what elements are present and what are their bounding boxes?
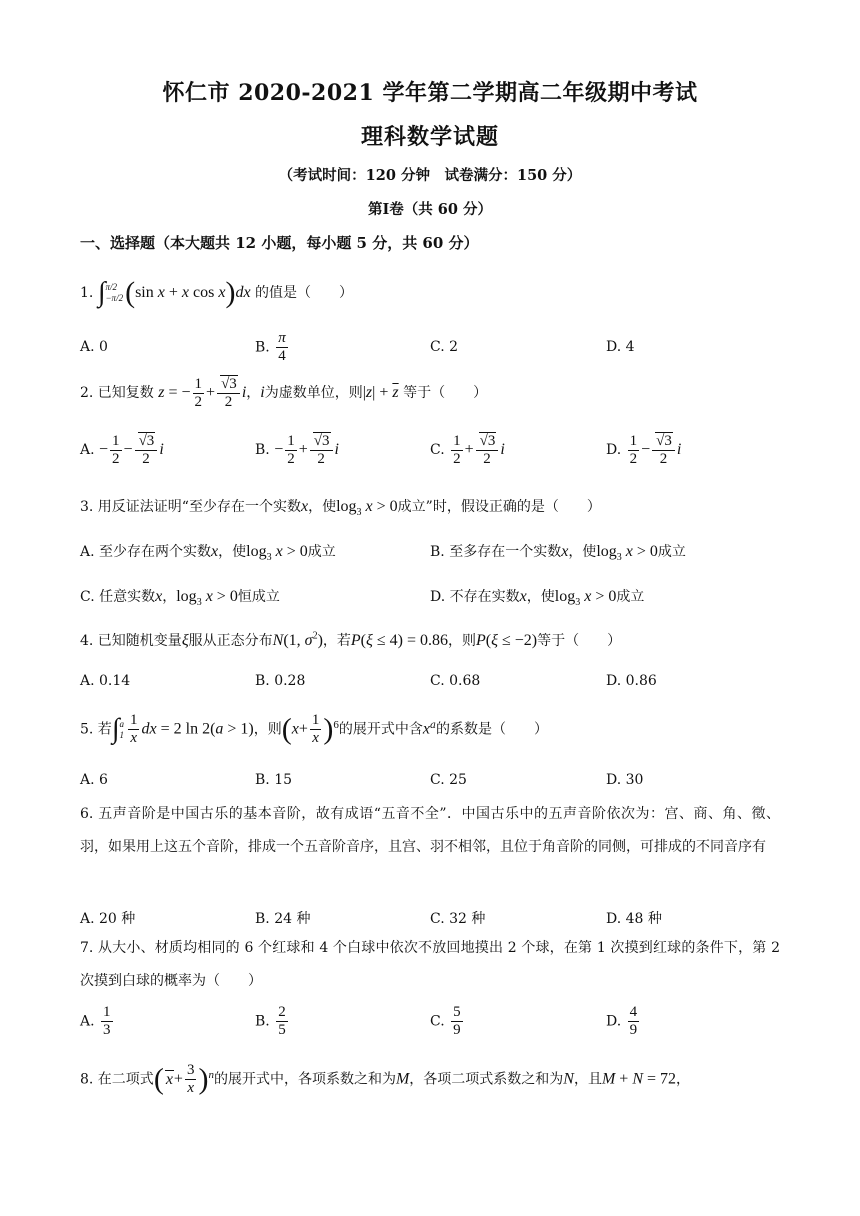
exam-subtitle: 理科数学试题 <box>360 124 499 150</box>
q5-option-c: C. 25 <box>430 772 467 788</box>
q5-option-d: D. 30 <box>606 772 644 788</box>
section-heading: 一、选择题（本大题共 12 小题，每小题 5 分，共 60 分） <box>80 234 479 252</box>
q1-option-c: C. 2 <box>430 339 459 355</box>
question-6: 6. 五声音阶是中国古乐的基本音阶，故有成语“五音不全”．中国古乐中的五声音阶依次为：宫、商、角、徵、羽，如果用上这五个音阶，排成一个五音阶音序，且宫、羽不相邻，且位于角音阶的同侧，可排成的不同音序有 <box>80 806 780 855</box>
q7-option-b: B. $\frac{2}{5}$ <box>255 1004 286 1038</box>
q1-option-d: D. 4 <box>606 339 635 355</box>
q7-option-c: C. $\frac{5}{9}$ <box>430 1004 461 1038</box>
question-3: 3. 用反证法证明“至少存在一个实数x，使$\log_3 x > 0$成立”时，假设正确的是（ ） <box>80 498 601 519</box>
integral-sign: ∫ <box>97 277 106 308</box>
q6-option-b: B. 24 种 <box>255 911 311 927</box>
q1-option-b: B. $\frac{\pi}{4}$ <box>255 330 286 364</box>
q4-option-c: C. 0.68 <box>430 673 481 689</box>
q5-option-a: A. 6 <box>80 772 108 788</box>
question-5: 5. 若∫a 1 $\frac{1}{x}$ dx = 2 ln 2(a > 1)，则(x+ $\frac{1}{x}$ )$^6$的展开式中含$x^a$的系数是（ ） <box>80 712 548 746</box>
question-4: 4. 已知随机变量ξ服从正态分布N(1, $\sigma^2$)，若P(ξ ≤ 4) = 0.86，则P(ξ ≤ −2)等于（ ） <box>80 630 622 649</box>
q5-option-b: B. 15 <box>255 772 293 788</box>
q2-option-a: A. − $\frac{1}{2}$ − $\frac{√3}{2}$ i <box>80 432 164 467</box>
q6-option-d: D. 48 种 <box>606 911 662 927</box>
question-2: 2. 已知复数 z = − $\frac{1}{2}$ + $\frac{√3}{2}$ i，i为虚数单位，则$|z| + \overline{z}$ 等于（ ） <box>80 375 488 410</box>
q7-option-d: D. $\frac{4}{9}$ <box>606 1004 638 1038</box>
q3-option-b: B. 至多存在一个实数x，使$\log_3 x > 0$成立 <box>430 543 686 564</box>
part-heading: 第Ⅰ卷（共 60 分） <box>367 201 493 218</box>
integral-limits: π/2 −π/2 <box>105 282 124 303</box>
q4-option-b: B. 0.28 <box>255 673 306 689</box>
q4-option-a: A. 0.14 <box>80 673 131 689</box>
q3-option-a: A. 至少存在两个实数x，使$\log_3 x > 0$成立 <box>80 543 336 564</box>
q1-number: 1. <box>80 285 94 301</box>
q1-tail: 的值是（ ） <box>255 285 353 301</box>
q3-option-d: D. 不存在实数x，使$\log_3 x > 0$成立 <box>430 588 645 609</box>
q2-option-b: B. − $\frac{1}{2}$ + $\frac{√3}{2}$ i <box>255 432 339 467</box>
question-7: 7. 从大小、材质均相同的 6 个红球和 4 个白球中依次不放回地摸出 2 个球，在第 1 次摸到红球的条件下，第 2 次摸到白球的概率为（ ） <box>80 940 780 989</box>
exam-title: 怀仁市 2020-2021 学年第二学期高二年级期中考试 <box>162 80 698 106</box>
q7-option-a: A. $\frac{1}{3}$ <box>80 1004 111 1038</box>
q4-option-d: D. 0.86 <box>606 673 657 689</box>
question-8: 8. 在二项式( x+ $\frac{3}{x}$ )$^n$的展开式中，各项系数之和为M，各项二项式系数之和为N，且M + N = 72， <box>80 1062 691 1096</box>
q6-option-c: C. 32 种 <box>430 911 486 927</box>
q2-option-c: C. $\frac{1}{2}$ + $\frac{√3}{2}$ i <box>430 432 505 467</box>
q3-option-c: C. 任意实数x，$\log_3 x > 0$恒成立 <box>80 588 280 609</box>
q6-option-a: A. 20 种 <box>80 911 136 927</box>
question-1: 1. ∫π/2 −π/2(sin x + x cos x)dx 的值是（ ） <box>80 276 353 309</box>
exam-info: （考试时间：120 分钟 试卷满分：150 分） <box>278 167 582 184</box>
q2-option-d: D. $\frac{1}{2}$ − $\frac{√3}{2}$ i <box>606 432 682 467</box>
q1-option-a: A. 0 <box>80 339 108 355</box>
